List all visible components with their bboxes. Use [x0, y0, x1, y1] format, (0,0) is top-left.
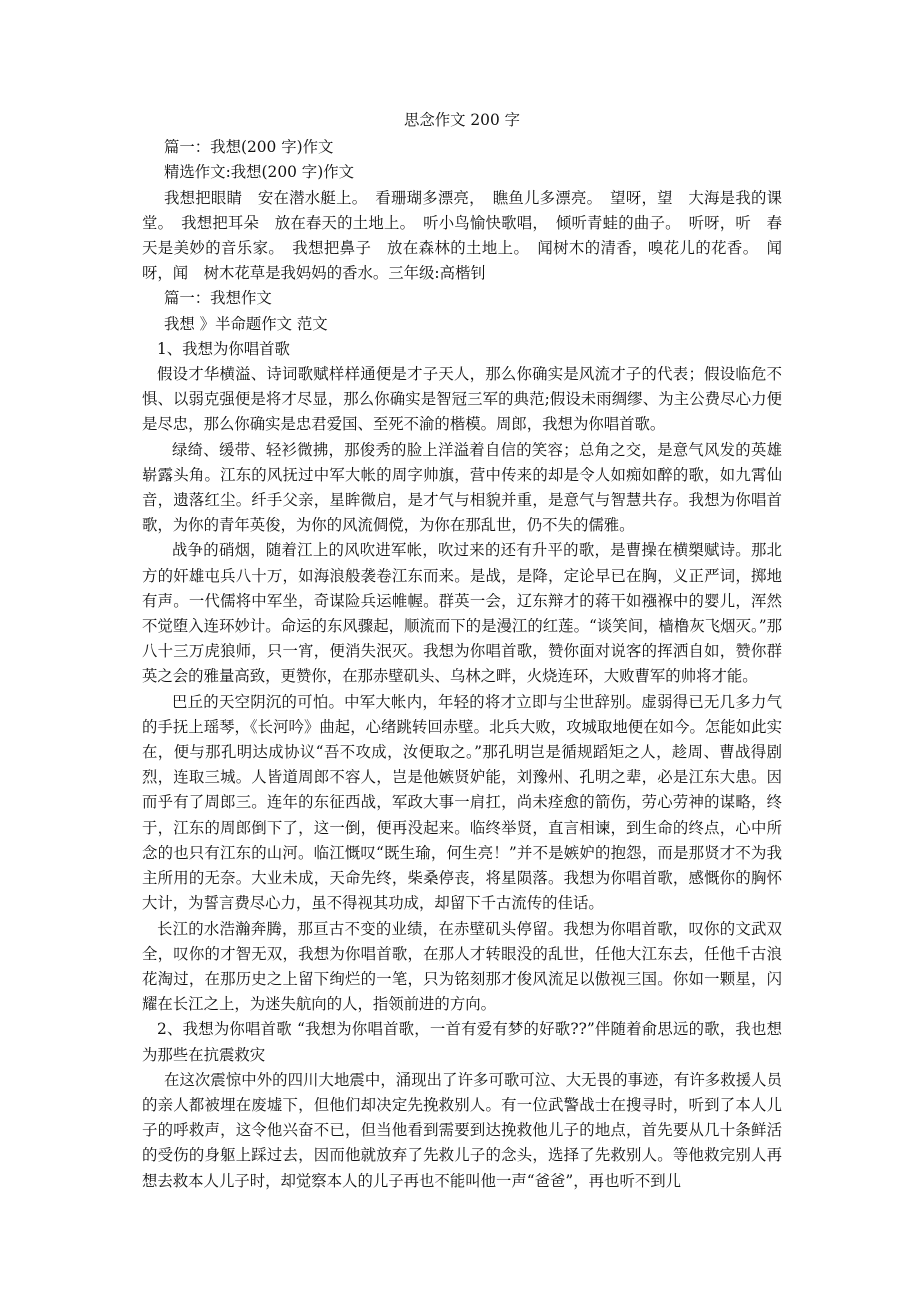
body-paragraph: 在这次震惊中外的四川大地震中，涌现出了许多可歌可泣、大无畏的事迹，有许多救援人员的亲人都被埋在废墟下，但他们却决定先挽救别人。有一位武警战士在搜寻时，听到了本人儿子的呼救声，这令他兴奋不已，但当他看到需要到达挽救他儿子的地点，首先要从几十条鲜活的受伤的身躯上踩过去，因而他就放弃了先救儿子的念头，选择了先救别人。等他救完别人再想去救本人儿子时，却觉察本人的儿子再也不能叫他一声“爸爸”，再也听不到儿	[142, 1070, 782, 1190]
section-subheading: 精选作文:我想(200 字)作文	[164, 163, 354, 182]
section-subheading: 我想 》半命题作文 范文	[164, 314, 328, 333]
body-paragraph: 绿绮、缓带、轻衫微拂，那俊秀的脸上洋溢着自信的笑容；总角之交，是意气风发的英雄崭露头角。江东的风抚过中军大帐的周字帅旗，营中传来的却是令人如痴如醉的歌，如九霄仙音，遗落红尘。纤手父亲，星眸微启，是才气与相貌并重，是意气与智慧共存。我想为你唱首歌，为你的青年英俊，为你的风流倜傥，为你在那乱世，仍不失的儒雅。	[142, 440, 782, 535]
body-paragraph: 巴丘的天空阴沉的可怕。中军大帐内，年轻的将才立即与尘世辞别。虚弱得已无几多力气的手抚上瑶琴，《长河吟》曲起，心绪跳转回赤壁。北兵大败，攻城取地便在如今。怎能如此实在，便与那孔明达成协议“吾不攻成，汝便取之。”那孔明岂是循规蹈矩之人，趁周、曹战得剧烈，连取三城。人皆道周郎不容人，岂是他嫉贤妒能，刘豫州、孔明之辈，必是江东大患。因而乎有了周郎三。连年的东征西战，军政大事一肩扛，尚未痊愈的箭伤，劳心劳神的谋略，终于，江东的周郎倒下了，这一倒，便再没起来。临终举贤，直言相谏，到生命的终点，心中所念的也只有江东的山河。临江慨叹“既生瑜，何生亮！”并不是嫉妒的抱怨，而是那贤才不为我主所用的无奈。大业未成，天命先终，柴桑停丧，将星陨落。我想为你唱首歌，感慨你的胸怀大计，为誓言费尽心力，虽不得视其功成，却留下千古流传的佳话。	[142, 692, 782, 913]
body-paragraph: 我想把眼睛 安在潜水艇上。 看珊瑚多漂亮， 瞧鱼儿多漂亮。 望呀，望 大海是我的课堂。 我想把耳朵 放在春天的土地上。 听小鸟愉快歌唱， 倾听青蛙的曲子。 听呀，听 春天是美妙的音乐家。 我想把鼻子 放在森林的土地上。 闻树木的清香，嗅花儿的花香。 闻呀，闻 树木花草是我妈妈的香水。三年级:高楷钊	[142, 188, 782, 283]
document-title: 思念作文 200 字	[403, 111, 521, 129]
section-heading: 篇一：我想(200 字)作文	[164, 138, 334, 157]
subsection-heading: 1、我想为你唱首歌	[157, 339, 290, 358]
body-paragraph: 假设才华横溢、诗词歌赋样样通便是才子天人，那么你确实是风流才子的代表；假设临危不惧、以弱克强便是将才尽显，那么你确实是智冠三军的典范;假设未雨绸缪、为主公费尽心力便是尽忠，那么你确实是忠君爱国、至死不渝的楷模。周郎，我想为你唱首歌。	[142, 365, 782, 434]
document-page	[142, 108, 782, 1194]
subsection-heading: 2、我想为你唱首歌 “我想为你唱首歌，一首有爱有梦的好歌??”伴随着俞思远的歌，我也想为那些在抗震救灾	[142, 1020, 782, 1064]
section-heading: 篇一：我想作文	[164, 289, 272, 308]
body-paragraph: 长江的水浩瀚奔腾，那亘古不变的业绩，在赤壁矶头停留。我想为你唱首歌，叹你的文武双全，叹你的才智无双，我想为你唱首歌，在那人才转眼没的乱世，任他大江东去，任他千古浪花淘过，在那历史之上留下绚烂的一笔，只为铭刻那才俊风流足以傲视三国。你如一颗星，闪耀在长江之上，为迷失航向的人，指领前进的方向。	[142, 919, 782, 1014]
body-paragraph: 战争的硝烟，随着江上的风吹进军帐，吹过来的还有升平的歌，是曹操在横槊赋诗。那北方的奸雄屯兵八十万，如海浪般袭卷江东而来。是战，是降，定论早已在胸，义正严词，掷地有声。一代儒将中军坐，奇谋险兵运帷幄。群英一会，辽东辩才的蒋干如襁褓中的婴儿，浑然不觉堕入连环妙计。命运的东风骤起，顺流而下的是漫江的红莲。“谈笑间，樯橹灰飞烟灭。”那八十三万虎狼师，只一宵，便消失泯灭。我想为你唱首歌，赞你面对说客的挥洒自如，赞你群英之会的雅量高致，更赞你，在那赤壁矶头、乌林之畔，火烧连环，大败曹军的帅将才能。	[142, 541, 782, 686]
